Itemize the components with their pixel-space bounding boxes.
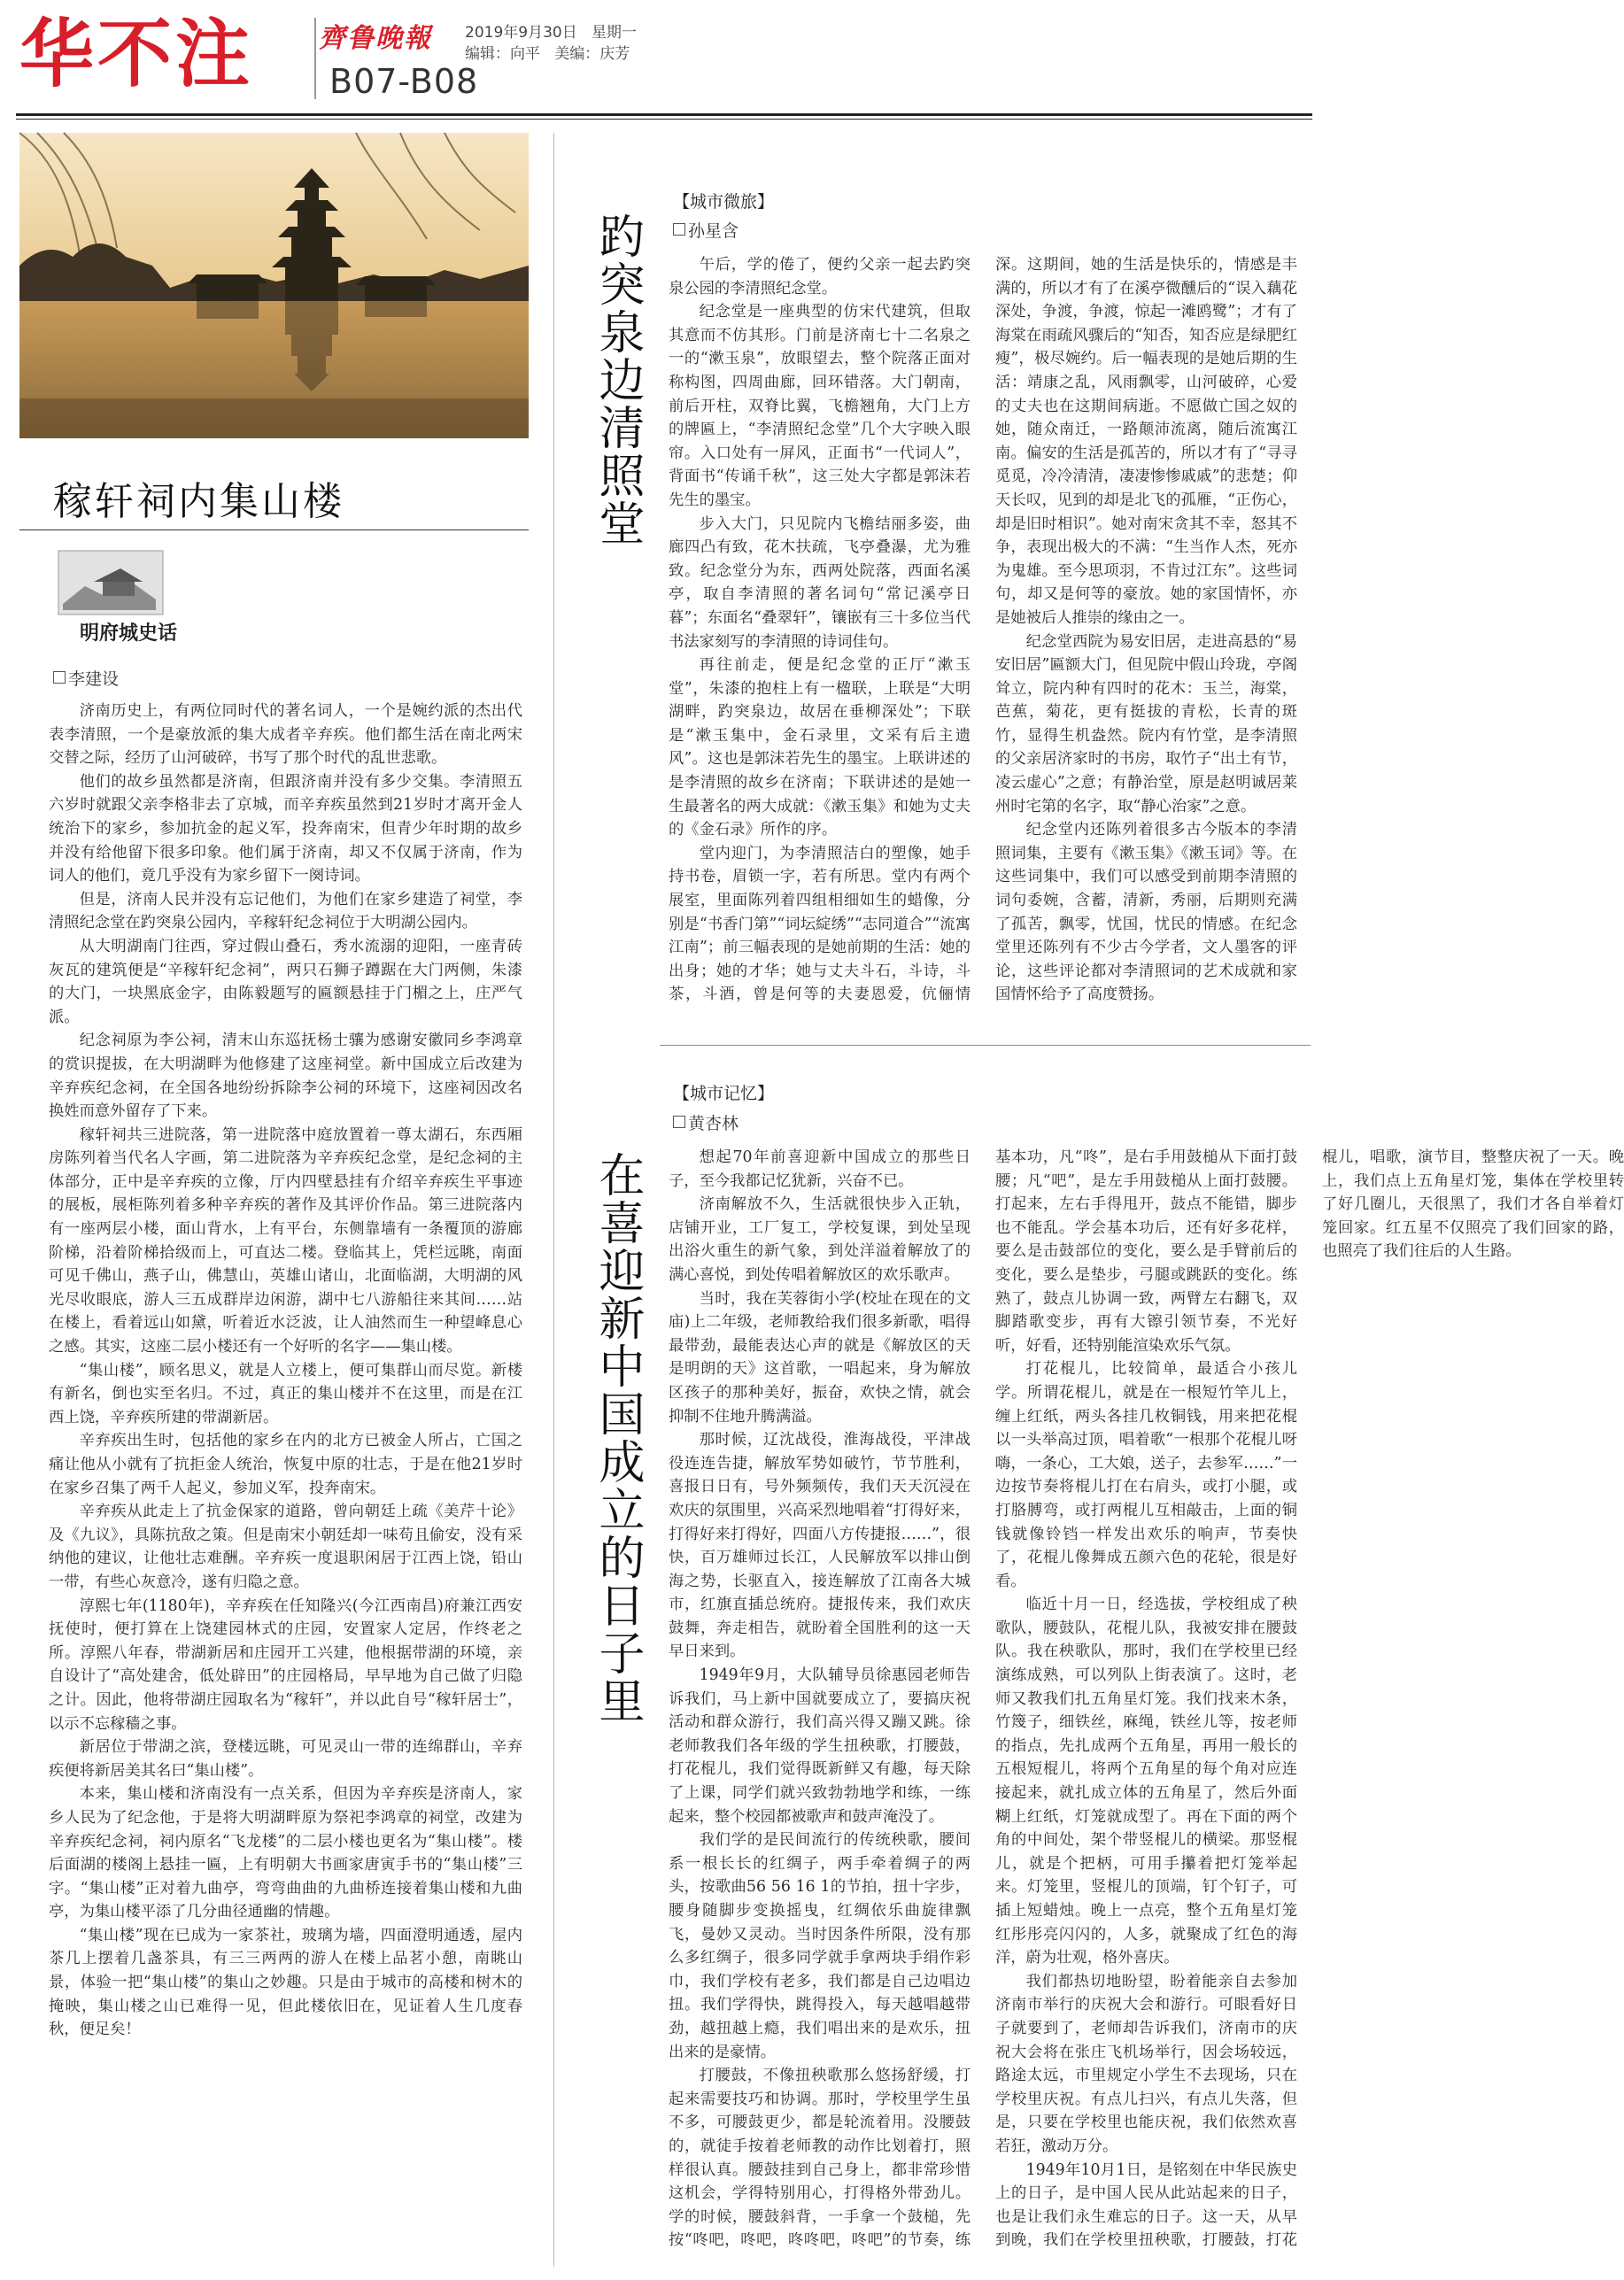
paragraph: 临近十月一日，经选拔，学校组成了秧歌队，腰鼓队，花棍儿队，我被安排在腰鼓队。我在秧歌队，那时，我们在学校里已经演练成熟，可以列队上街表演了。这时，老师又教我们扎五角星灯笼。我们找来木条，竹篾子，细铁丝，麻绳，铁丝儿等，按老师的指点，先扎成两个五角星，再用一般长的五根短棍儿，将两个五角星的每个角对应连接起来，就扎成立体的五角星了，然后外面糊上红纸，灯笼就成型了。再在下面的两个角的中间处，架个带竖棍儿的横梁。那竖棍儿，就是个把柄，可用手攥着把灯笼举起来。灯笼里，竖棍儿的顶端，钉个钉子，可插上短蜡烛。晚上一点亮，整个五角星灯笼红彤彤亮闪闪的，人多，就聚成了红色的海洋，蔚为壮观，格外喜庆。 (995, 1596, 1297, 1967)
paragraph: 我们学的是民间流行的传统秧歌，腰间系一根长长的红绸子，两手牵着绸子的两头，按歌曲56 56 16 1的节拍，扭十字步，腰身随脚步变换摇曳，红绸依乐曲旋律飘飞，曼妙又灵动。当时因条件所限，没有那么多红绸子，很多同学就手拿两块手绢作彩巾，我们学校有老多，我们都是自己边唱边扭。我们学得快，跳得投入，每天越唱越带劲，越扭越上瘾，我们唱出来的是欢乐，扭出来的是豪情。 (669, 1831, 971, 2061)
paragraph: 济南历史上，有两位同时代的著名词人，一个是婉约派的杰出代表李清照，一个是豪放派的集大成者辛弃疾。他们都生活在南北两宋交替之际，经历了山河破碎，书写了那个时代的乱世悲歌。 (49, 702, 522, 768)
paragraph: 本来，集山楼和济南没有一点关系，但因为辛弃疾是济南人，家乡人民为了纪念他，于是将大明湖畔原为祭祀李鸿章的祠堂，改建为辛弃疾纪念祠，祠内原名“飞龙楼”的二层小楼也更名为“集山楼”。楼后面湖的楼阁上悬挂一匾，上有明朝大书画家唐寅手书的“集山楼”三字。“集山楼”正对着九曲亭，弯弯曲曲的九曲桥连接着集山楼和九曲亭，为集山楼平添了几分曲径通幽的情趣。 (49, 1785, 522, 1921)
huang-article-body (669, 1146, 1624, 2270)
issue-date-line (465, 19, 637, 42)
left-article-author: 李建设 (68, 669, 120, 689)
li-article-body (669, 253, 1297, 1032)
masthead-divider (314, 18, 316, 99)
column-badge-image (58, 551, 163, 614)
paragraph: “集山楼”现在已成为一家茶社，玻璃为墙，四面澄明通透，屋内茶几上摆着几盏茶具，有三三两两的游人在楼上品茗小憩，南眺山景，体验一把“集山楼”的集山之妙趣。只是由于城市的高楼和树木的掩映，集山楼之山已难得一见，但此楼依旧在，见证着人生几度春秋，便足矣！ (49, 1926, 522, 2039)
paper-logo: 齊鲁晚報 (319, 23, 432, 54)
article-photo-pavilion (19, 133, 529, 438)
paragraph: 打花棍儿，比较简单，最适合小孩儿学。所谓花棍儿，就是在一根短竹竿儿上，缠上红纸，两头各挂几枚铜钱，用来把花棍以一头举高过顶，唱着歌“一根那个花棍儿呀嗨，一条心，工大娘，送子，去参军……”一边按节奏将棍儿打在右肩头，或打小腿，或打胳膊弯，或打两棍儿互相敲击，上面的铜钱就像铃铛一样发出欢乐的响声，节奏快了，花棍儿像舞成五颜六色的花轮，很是好看。 (995, 1360, 1297, 1590)
li-byline (673, 218, 739, 242)
paragraph: 那时候，辽沈战役，淮海战役，平津战役连连告捷，解放军势如破竹，节节胜利，喜报日日有，号外频频传，我们天天沉浸在欢庆的氛围里，兴高采烈地唱着“打得好来，打得好来打得好，四面八方传捷报……”，很快，百万雄师过长江，人民解放军以排山倒海之势，长驱直入，接连解放了江南各大城市，红旗直插总统府。捷报传来，我们欢庆鼓舞，奔走相告，就盼着全国胜利的这一天早日来到。 (669, 1431, 971, 1661)
paragraph: 他们的故乡虽然都是济南，但跟济南并没有多少交集。李清照五六岁时就跟父亲李格非去了京城，而辛弃疾虽然到21岁时才离开金人统治下的家乡，参加抗金的起义军，投奔南宋，但青少年时期的故乡并没有给他留下很多印象。他们属于济南，却又不仅属于济南，作为词人的他们，竟几乎没有为家乡留下一阕诗词。 (49, 772, 522, 885)
byline-marker (673, 1116, 685, 1128)
paragraph: 当时，我在芙蓉街小学(校址在现在的文庙)上二年级，老师教给我们很多新歌，唱得最带劲，最能表达心声的就是《解放区的天是明朗的天》这首歌，一唱起来，身为解放区孩子的那种美好，振奋，欢快之情，就会抑制不住地升腾满溢。 (669, 1289, 971, 1426)
paragraph: 步入大门，只见院内飞檐结丽多姿，曲廊四凸有致，花木扶疏，飞亭叠瀑，尤为雅致。纪念堂分为东，西两处院落，西面名溪亭，取自李清照的著名词句“常记溪亭日暮”；东面名“叠翠轩”，镶嵌有三十多位当代书法家刻写的李清照的诗词佳句。 (669, 514, 971, 651)
column-divider (553, 133, 554, 2267)
left-article-body (49, 699, 522, 2271)
editor: 编辑：向平 (465, 45, 540, 63)
editor-line (465, 41, 630, 63)
paragraph: 辛弃疾从此走上了抗金保家的道路，曾向朝廷上疏《美芹十论》及《九议》，具陈抗敌之策。但是南宋小朝廷却一味苟且偷安，没有采纳他的建议，让他壮志难酬。辛弃疾一度退职闲居于江西上饶，铅山一带，有些心灰意冷，遂有归隐之意。 (49, 1503, 522, 1591)
paragraph: 淳熙七年(1180年)，辛弃疾在任知隆兴(今江西南昌)府兼江西安抚使时，便打算在上饶建园林式的庄园，安置家人定居，作终老之所。淳熙八年春，带湖新居和庄园开工兴建，他根据带湖的环境，亲自设计了“高处建舍，低处辟田”的庄园格局，早早地为自己做了归隐之计。因此，他将带湖庄园取名为“稼轩”，并以此自号“稼轩居士”，以示不忘稼穑之事。 (49, 1596, 522, 1733)
huang-section-label: 【城市记忆】 (673, 1084, 775, 1103)
article-separator (660, 1045, 1311, 1046)
paragraph: 济南解放不久，生活就很快步入正轨，店铺开业，工厂复工，学校复课，到处呈现出浴火重生的新气象，到处洋溢着解放了的满心喜悦，到处传唱着解放区的欢乐歌声。 (669, 1195, 971, 1284)
issue-date: 2019年9月30日 (465, 24, 577, 42)
paragraph: 新居位于带湖之滨，登楼远眺，可见灵山一带的连绵群山，辛弃疾便将新居美其名曰“集山楼”。 (49, 1738, 522, 1780)
paragraph: 堂内迎门，为李清照洁白的塑像，她手持书卷，眉锁一字，若有所思。堂内有两个展室，里面陈列着四组相细如生的蜡像，分别是“书香门第”“词坛綻绣”“志同道合”“流寓江南”；前三幅表现的是她前期的生活：她的出身；她的才华；她与丈夫斗石，斗诗，斗茶，斗酒，曾是何等的夫妻恩爱，伉俪情深。这期间，她的生活是快乐的，情感是丰满的，所以才有了在溪亭微醺后的“误入藕花深处，争渡，争渡，惊起一滩鸥鹭”；才有了海棠在雨疏风骤后的“知否，知否应是绿肥红瘦”，极尽婉约。后一幅表现的是她后期的生活：靖康之乱，风雨飘零，山河破碎，心爱的丈夫也在这期间病逝。不愿做亡国之奴的她，随众南迁，一路颠沛流离，随后流寓江南。偏安的生活是孤苦的，所以才有了“寻寻觅觅，冷冷清清，凄凄惨惨戚戚”的悲楚；仰天长叹，见到的却是北飞的孤雁，“正伤心，却是旧时相识”。她对南宋贪其不幸，怒其不争，表现出极大的不满：“生当作人杰，死亦为鬼雄。至今思项羽，不肯过江东”。这些词句，却又是何等的豪放。她的家国情怀，亦是她被后人推崇的缘由之一。 (669, 256, 1297, 1004)
paragraph: 但是，济南人民并没有忘记他们，为他们在家乡建造了祠堂，李清照纪念堂在趵突泉公园内，辛稼轩纪念祠位于大明湖公园内。 (49, 890, 522, 932)
title-rule (19, 529, 529, 530)
page-numbers: B07-B08 (329, 62, 479, 101)
column-name: 明府城史话 (80, 622, 178, 645)
left-article-byline (53, 666, 119, 690)
masthead-rule (16, 113, 1312, 116)
huang-author: 黄杏林 (688, 1114, 739, 1133)
paragraph: 稼轩祠共三进院落，第一进院落中庭放置着一尊太湖石，东西厢房陈列着当代名人字画，第二进院落为辛弃疾纪念堂，是纪念祠的主体部分，正中是辛弃疾的立像，厅内四壁悬挂有介绍辛弃疾生平事迹的展板，展柜陈列着多种辛弃疾的著作及其评价作品。第三进院落内有一座两层小楼，面山背水，上有平台，东侧靠墙有一条覆顶的游廊阶梯，沿着阶梯拾级而上，可直达二楼。登临其上，凭栏远眺，南面可见千佛山，燕子山，佛慧山，英雄山诸山，北面临湖，大明湖的风光尽收眼底，游人三五成群岸边闲游，湖中七八游船往来其间……站在楼上，看着远山如黛，听着近水泛波，让人油然而生一种望峰息心之感。其实，这座二层小楼还有一个好听的名字——集山楼。 (49, 1125, 522, 1356)
paragraph: 纪念堂内还陈列着很多古今版本的李清照词集，主要有《漱玉集》《漱玉词》等。在这些词集中，我们可以感受到前期李清照的词句委婉，含蓄，清新，秀丽，后期则充满了孤苦，飘零，忧国，忧民的情感。在纪念堂里还陈列有不少古今学者，文人墨客的评论，这些评论都对李清照词的艺术成就和家国情怀给予了高度赞扬。 (995, 821, 1297, 1004)
paragraph: 打腰鼓，不像扭秧歌那么悠扬舒缓，打起来需要技巧和协调。那时，学校里学生虽不多，可腰鼓更少，都是轮流着用。没腰鼓的，就徒手按着老师教的动作比划着打，照样很认真。腰鼓挂到自己身上，都非常珍惜这机会，学得特别用心，打得格外带劲儿。学的时候，腰鼓斜背，一手拿一个鼓槌，先按“咚吧，咚吧，咚咚吧，咚吧”的节奏，练基本功，凡“咚”，是右手用鼓槌从下面打鼓腰；凡“吧”，是左手用鼓槌从上面打鼓腰。打起来，左右手得甩开，鼓点不能错，脚步也不能乱。学会基本功后，还有好多花样，要么是击鼓部位的变化，要么是手臂前后的变化，要么是垫步，弓腿或跳跃的变化。练熟了，鼓点儿协调一致，两臂左右翻飞，双脚踏歌变步，再有大镲引领节奏，不光好听，好看，还特别能渲染欢乐气氛。 (669, 1148, 1297, 2250)
designer: 美编：庆芳 (554, 45, 630, 63)
byline-marker (53, 671, 66, 684)
column-badge (53, 542, 213, 646)
paragraph: 再往前走，便是纪念堂的正厅“漱玉堂”，朱漆的抱柱上有一楹联，上联是“大明湖畔，趵突泉边，故居在垂柳深处”；下联是“漱玉集中，金石录里，文采有后主遗风”。这也是郭沫若先生的墨宝。上联讲述的是李清照的故乡在济南；下联讲述的是她一生最著名的两大成就：《漱玉集》和她为丈夫的《金石录》所作的序。 (669, 656, 971, 839)
paragraph: 从大明湖南门往西，穿过假山叠石，秀水流溺的迎阳，一座青砖灰瓦的建筑便是“辛稼轩纪念祠”，两只石狮子蹲踞在大门两侧，朱漆的大门，一块黑底金字，由陈毅题写的匾额悬挂于门楣之上，庄严气派。 (49, 937, 522, 1026)
paragraph: 想起70年前喜迎新中国成立的那些日子，至今我都记忆犹新，兴奋不已。 (669, 1148, 971, 1190)
paragraph: 1949年10月1日，是铭刻在中华民族史上的日子，是中国人民从此站起来的日子，也是让我们永生难忘的日子。这一天，从早到晚，我们在学校里扭秧歌，打腰鼓，打花棍儿，唱歌，演节目，整整庆祝了一天。晚上，我们点上五角星灯笼，集体在学校里转了好几圈儿，天很黑了，我们才各自举着灯笼回家。红五星不仅照亮了我们回家的路，也照亮了我们往后的人生路。 (995, 1148, 1624, 2250)
issue-weekday: 星期一 (591, 24, 637, 42)
li-qingzhao-article-title: 趵突泉边清照堂 (591, 213, 644, 547)
paragraph: 辛弃疾出生时，包括他的家乡在内的北方已被金人所占，亡国之痛让他从小就有了抗拒金人统治，恢复中原的壮志，于是在他21岁时在家乡召集了两千人起义，参加义军，投奔南宋。 (49, 1432, 522, 1497)
byline-marker (673, 223, 685, 236)
left-article-title: 稼轩祠内集山楼 (53, 479, 344, 524)
paragraph: 纪念堂是一座典型的仿宋代建筑，但取其意而不仿其形。门前是济南七十二名泉之一的“漱玉泉”，放眼望去，整个院落正面对称构图，四周曲廊，回环错落。大门朝南，前后开柱，双脊比翼，飞檐翘角，大门上方的牌匾上，“李清照纪念堂”几个大字映入眼帘。入口处有一屏风，正面书“一代词人”，背面书“传诵千秋”，这三处大字都是郭沫若先生的墨宝。 (669, 303, 971, 509)
paragraph: 我们都热切地盼望，盼着能亲自去参加济南市举行的庆祝大会和游行。可眼看好日子就要到了，老师却告诉我们，济南市的庆祝大会将在张庄飞机场举行，因会场较远，路途太远，市里规定小学生不去现场，只在学校里庆祝。有点儿扫兴，有点儿失落，但是，只要在学校里也能庆祝，我们依然欢喜若狂，激动万分。 (995, 1972, 1297, 2155)
paragraph: 纪念祠原为李公祠，清末山东巡抚杨士骧为感谢安徽同乡李鸿章的赏识提拔，在大明湖畔为他修建了这座祠堂。新中国成立后改建为辛弃疾纪念祠，在全国各地纷纷拆除李公祠的环境下，这座祠因改名换姓而意外留存了下来。 (49, 1032, 522, 1121)
paragraph: 午后，学的倦了，便约父亲一起去趵突泉公园的李清照纪念堂。 (669, 256, 971, 298)
li-section-label: 【城市微旅】 (673, 192, 775, 212)
huang-article-title: 在喜迎新中国成立的日子里 (591, 1151, 644, 1725)
li-author: 孙星含 (688, 221, 739, 241)
paragraph: “集山楼”，顾名思义，就是人立楼上，便可集群山而尽览。新楼有新名，倒也实至名归。不过，真正的集山楼并不在这里，而是在江西上饶，辛弃疾所建的带湖新居。 (49, 1361, 522, 1426)
section-title: 华不注 (19, 11, 254, 97)
paragraph: 1949年9月，大队辅导员徐惠园老师告诉我们，马上新中国就要成立了，要搞庆祝活动和群众游行，我们高兴得又蹦又跳。徐老师教我们各年级的学生扭秧歌，打腰鼓，打花棍儿，我们觉得既新鲜又有趣，每天除了上课，同学们就兴致勃勃地学和练，一练起来，整个校园都被歌声和鼓声淹没了。 (669, 1666, 971, 1826)
paragraph: 纪念堂西院为易安旧居，走进高悬的“易安旧居”匾额大门，但见院中假山玲珑，亭阁耸立，院内种有四时的花木：玉兰，海棠，芭蕉，菊花，更有挺拔的青松，长青的斑竹，显得生机盎然。院内有竹堂，是李清照的父亲居济家时的书房，取竹子“出土有节，凌云虚心”之意；有静治堂，原是赵明诚居莱州时宅第的名字，取“静心治家”之意。 (995, 632, 1297, 815)
masthead-rule-thin (16, 119, 1312, 120)
huang-byline (673, 1110, 739, 1134)
